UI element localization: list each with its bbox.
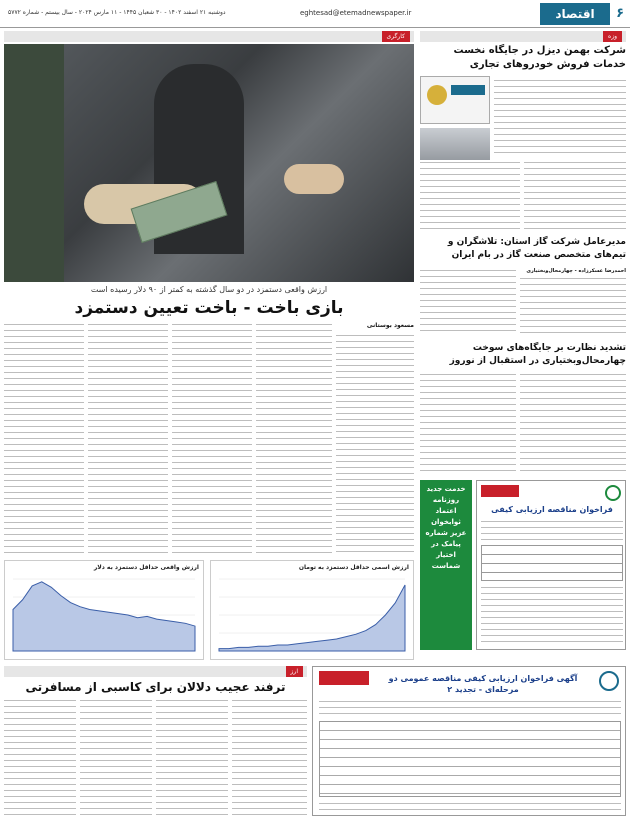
ad-red-logo xyxy=(481,485,519,497)
story3-col-a xyxy=(520,372,626,472)
bottom-section-header xyxy=(4,666,307,677)
chart-real-wage-area xyxy=(13,582,195,651)
bottom-col-4 xyxy=(232,698,307,816)
left-section-header xyxy=(4,31,414,42)
story1-col-b xyxy=(420,160,520,230)
story2-byline: احمدرضا عسکرزاده - چهارمحال‌وبختیاری xyxy=(526,268,626,274)
notice-red-logo xyxy=(319,671,369,685)
notice-footer xyxy=(319,801,621,813)
bahman-ad-image xyxy=(420,76,490,124)
notice-emblem-icon xyxy=(599,671,619,691)
kicker: ارزش واقعی دستمزد در دو سال گذشته به کمتر از ۹۰ دلار رسیده است xyxy=(90,285,328,294)
chart-real-wage xyxy=(4,560,204,660)
tender-table xyxy=(481,545,623,581)
article-column-2 xyxy=(88,322,168,554)
chart-nominal-wage-area xyxy=(219,585,405,651)
tender-ad xyxy=(476,480,626,650)
article-column-5 xyxy=(336,333,414,554)
bottom-col-1 xyxy=(4,698,76,816)
chart-nominal-wage-svg xyxy=(215,575,409,655)
bottom-col-2 xyxy=(80,698,152,816)
notice-table xyxy=(319,721,621,797)
bahman-logo xyxy=(451,85,485,95)
section-label: کارگری xyxy=(382,31,410,42)
notice-intro xyxy=(319,699,621,717)
byline: مسعود بوستانی xyxy=(366,322,414,329)
story2-col-b xyxy=(420,268,516,336)
article-column-1 xyxy=(4,322,84,554)
story2-col-a xyxy=(520,276,626,336)
story3-headline: تشدید نظارت بر جایگاه‌های سوخت چهارمحال‌وبختیاری در استقبال از نوروز xyxy=(449,343,626,366)
tender-intro xyxy=(481,519,623,541)
tender-details xyxy=(481,585,623,647)
story2-headline: مدیرعامل شرکت گاز استان: تلاشگران و تیم‌های متخصص صنعت گاز در بام ایران xyxy=(447,237,626,260)
sms-service-box: خدمت جدید روزنامه اعتماد ثوابخوان عزیز شماره پیامک در اختیار شماست xyxy=(420,480,472,650)
email-address: eghtesad@etemadnewspaper.ir xyxy=(300,9,412,17)
chart-real-wage-svg xyxy=(9,575,199,655)
bottom-col-3 xyxy=(156,698,228,816)
bottom-section-label: ارز xyxy=(286,666,303,677)
chart-nominal-wage xyxy=(210,560,414,660)
story1-col-a xyxy=(494,78,626,158)
article-column-4 xyxy=(256,322,332,554)
main-headline: بازی باخت - باخت تعیین دستمزد xyxy=(74,298,344,318)
main-photo xyxy=(4,44,414,282)
right-section-label: وزه xyxy=(603,31,622,42)
bottom-headline: ترفند عجیب دلالان برای کاسبی از مسافرتی xyxy=(25,680,286,694)
right-section-header xyxy=(420,31,626,42)
dateline: دوشنبه ۲۱ اسفند ۱۴۰۲ - ۳۰ شعبان ۱۴۴۵ - ۱۱ مارس ۲۰۲۴ - سال بیستم - شماره ۵۷۷۲ xyxy=(8,9,226,16)
story1-headline: شرکت بهمن دیزل در جایگاه نخست خدمات فروش خودروهای تجاری xyxy=(453,45,626,70)
chart-real-wage-title: ارزش واقعی حداقل دستمزد به دلار xyxy=(93,564,199,571)
tender-notice-title: آگهی فراخوان ارزیابی کیفی مناقصه عمومی دو مرحله‌ای - تجدید ۲ xyxy=(388,674,578,694)
ad-emblem-icon xyxy=(605,485,621,501)
tender-notice-ad xyxy=(312,666,626,816)
hand-shape-right xyxy=(284,164,344,194)
medal-icon xyxy=(427,85,447,105)
page-number: ۶ xyxy=(616,6,624,21)
story3-col-b xyxy=(420,372,516,472)
left-figure xyxy=(4,44,64,282)
section-tab[interactable]: اقتصاد xyxy=(540,3,610,25)
article-column-3 xyxy=(172,322,252,554)
tender-title: فراخوان مناقصه ارزیابی کیفی xyxy=(491,505,613,514)
story1-col-c xyxy=(524,160,626,230)
chart-nominal-wage-title: ارزش اسمی حداقل دستمزد به تومان xyxy=(298,564,409,571)
